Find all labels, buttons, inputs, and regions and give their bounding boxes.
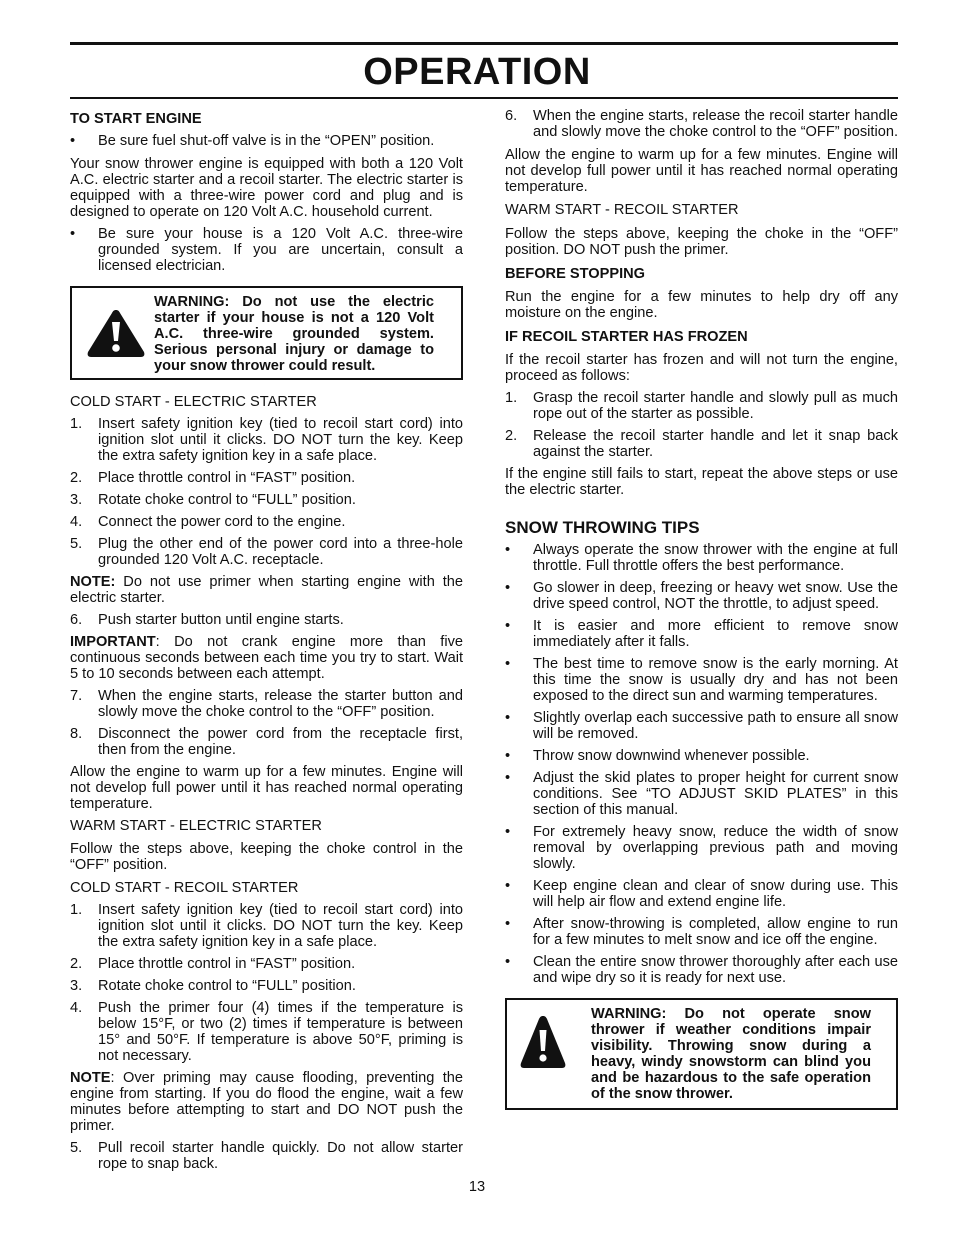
- warning-icon: [86, 308, 146, 358]
- before-stopping-heading: BEFORE STOPPING: [505, 266, 646, 282]
- intro-paragraph: Your snow thrower engine is equipped with both a 120 Volt A.C. electric starter and a recoil starter. The electric starter is equipped with a three-wire power cord and plug and is designed to operate on 120 Volt A.C. household current.: [70, 156, 463, 220]
- tip-item: • After snow-throwing is completed, allow engine to run for a few minutes to melt snow and ice off the engine.: [505, 916, 898, 948]
- snow-tips-heading: SNOW THROWING TIPS: [505, 518, 700, 537]
- cold-recoil-heading: COLD START - RECOIL STARTER: [70, 880, 299, 896]
- page-title: OPERATION: [363, 51, 591, 93]
- ce-step: 6. Push starter button until engine starts.: [70, 612, 344, 628]
- title-rule: [70, 97, 898, 99]
- ce-step: 1. Insert safety ignition key (tied to recoil start cord) into ignition slot until it clicks. DO NOT turn the key. Keep the extra safety ignition key in a safe place.: [70, 416, 463, 464]
- tip-item: • Keep engine clean and clear of snow during use. This will help air flow and extend engine life.: [505, 878, 898, 910]
- tip-item: • Clean the entire snow thrower thoroughly after each use and wipe dry so it is ready for next use.: [505, 954, 898, 986]
- note-priming: NOTE: Over priming may cause flooding, preventing the engine from starting. If you do flood the engine, wait a few minutes before attempting to start and DO NOT push the primer.: [70, 1070, 463, 1134]
- ce-step: 5. Plug the other end of the power cord into a three-hole grounded 120 Volt A.C. receptacle.: [70, 536, 463, 568]
- warning-box-electric: [70, 286, 463, 380]
- warning-icon: [519, 1014, 567, 1070]
- frozen-step: 2. Release the recoil starter handle and let it snap back against the starter.: [505, 428, 898, 460]
- frozen-step: 1. Grasp the recoil starter handle and slowly pull as much rope out of the starter as possible.: [505, 390, 898, 422]
- warning-text-visibility: WARNING: Do not operate snow thrower if weather conditions impair visibility. Throwing snow during a heavy, windy snowstorm can blind you and be hazardous to the safe operation of the snow thrower.: [591, 1006, 871, 1102]
- tip-item: • It is easier and more efficient to remove snow immediately after it falls.: [505, 618, 898, 650]
- important-note: IMPORTANT: Do not crank engine more than five continuous seconds between each time you try to start. Wait 5 to 10 seconds between each attempt.: [70, 634, 463, 682]
- top-rule: [70, 42, 898, 45]
- frozen-intro: If the recoil starter has frozen and will not turn the engine, proceed as follows:: [505, 352, 898, 384]
- cr-step: 3. Rotate choke control to “FULL” position.: [70, 978, 356, 994]
- left-column: [70, 108, 463, 1172]
- bullet-house: • Be sure your house is a 120 Volt A.C. three-wire grounded system. If you are uncertain, consult a licensed electrician.: [70, 226, 463, 274]
- bullet-fuel: • Be sure fuel shut-off valve is in the “OPEN” position.: [70, 133, 435, 149]
- warm-recoil-heading: WARM START - RECOIL STARTER: [505, 202, 739, 218]
- warning-text-electric: WARNING: Do not use the electric starter if your house is not a 120 Volt A.C. three-wire grounded system. Serious personal injury or damage to your snow thrower could result.: [154, 294, 434, 374]
- cr-step: 6. When the engine starts, release the recoil starter handle and slowly move the choke control to the “OFF” position.: [505, 108, 899, 140]
- ce-step: 3. Rotate choke control to “FULL” position.: [70, 492, 356, 508]
- cr-step: 2. Place throttle control in “FAST” position.: [70, 956, 356, 972]
- tip-item: • For extremely heavy snow, reduce the width of snow removal by overlapping previous path and moving slowly.: [505, 824, 898, 872]
- tip-item: • Throw snow downwind whenever possible.: [505, 748, 810, 764]
- warmup-paragraph-right: Allow the engine to warm up for a few minutes. Engine will not develop full power until it has reached normal operating temperature.: [505, 147, 898, 195]
- cold-electric-heading: COLD START - ELECTRIC STARTER: [70, 394, 317, 410]
- warm-electric-text: Follow the steps above, keeping the choke control in the “OFF” position.: [70, 841, 463, 873]
- cr-step: 5. Pull recoil starter handle quickly. Do not allow starter rope to snap back.: [70, 1140, 463, 1172]
- warm-recoil-text: Follow the steps above, keeping the choke in the “OFF” position. DO NOT push the primer.: [505, 226, 898, 258]
- tip-item: • The best time to remove snow is the early morning. At this time the snow is usually dry and has not been exposed to the direct sun and warming temperatures.: [505, 656, 898, 704]
- ce-step: 8. Disconnect the power cord from the receptacle first, then from the engine.: [70, 726, 463, 758]
- tip-item: • Always operate the snow thrower with the engine at full throttle. Full throttle offers the best performance.: [505, 542, 898, 574]
- warm-electric-heading: WARM START - ELECTRIC STARTER: [70, 818, 322, 834]
- ce-step: 7. When the engine starts, release the starter button and slowly move the choke control to the “OFF” position.: [70, 688, 463, 720]
- frozen-heading: IF RECOIL STARTER HAS FROZEN: [505, 329, 748, 345]
- cr-step: 4. Push the primer four (4) times if the temperature is below 15°F, or two (2) times if temperature is between 15° and 50°F. If temperature is above 50°F, priming is not necessary.: [70, 1000, 463, 1064]
- before-stopping-text: Run the engine for a few minutes to help dry off any moisture on the engine.: [505, 289, 898, 321]
- tip-item: • Go slower in deep, freezing or heavy wet snow. Use the drive speed control, NOT the throttle, to adjust speed.: [505, 580, 898, 612]
- frozen-outro: If the engine still fails to start, repeat the above steps or use the electric starter.: [505, 466, 898, 498]
- tip-item: • Adjust the skid plates to proper height for current snow conditions. See “TO ADJUST SKID PLATES” in this section of this manual.: [505, 770, 898, 818]
- note-electric: NOTE: Do not use primer when starting engine with the electric starter.: [70, 574, 463, 606]
- tip-item: • Slightly overlap each successive path to ensure all snow will be removed.: [505, 710, 898, 742]
- right-column: [505, 108, 898, 1110]
- to-start-heading: TO START ENGINE: [70, 111, 202, 127]
- page-number: 13: [468, 1179, 486, 1195]
- cr-step: 1. Insert safety ignition key (tied to recoil start cord) into ignition slot until it clicks. DO NOT turn the key. Keep the extra safety ignition key in a safe place.: [70, 902, 463, 950]
- warmup-paragraph-left: Allow the engine to warm up for a few minutes. Engine will not develop full power until it has reached normal operating temperature.: [70, 764, 463, 812]
- ce-step: 4. Connect the power cord to the engine.: [70, 514, 346, 530]
- ce-step: 2. Place throttle control in “FAST” position.: [70, 470, 356, 486]
- warning-box-visibility: [505, 998, 898, 1110]
